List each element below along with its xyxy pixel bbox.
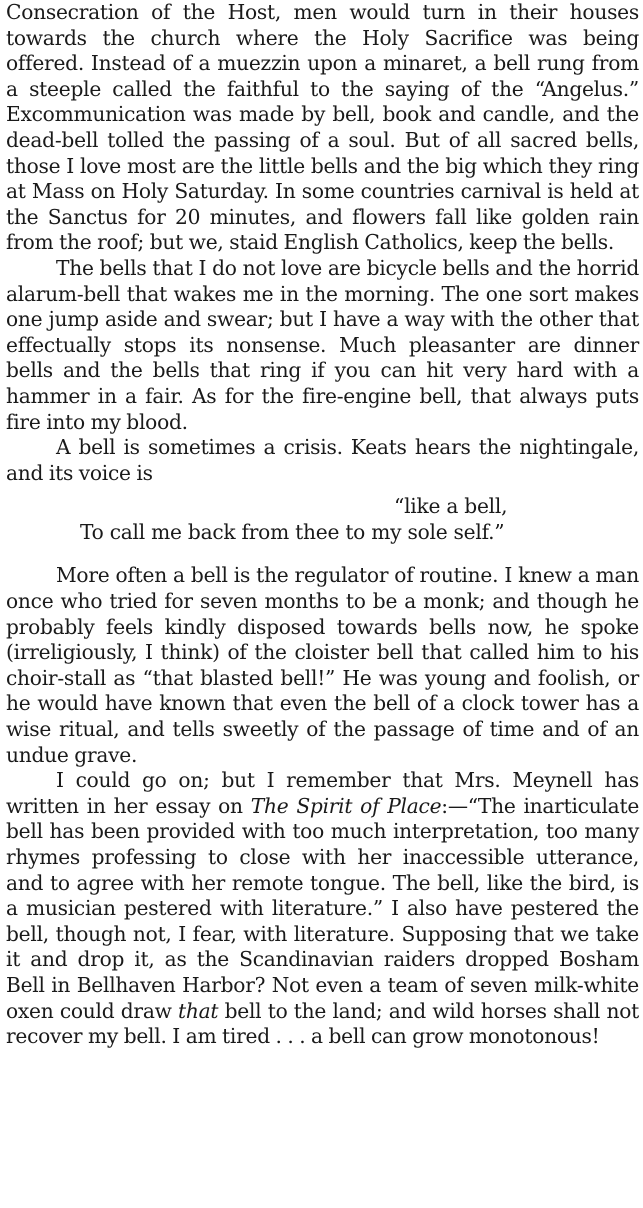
quote-line-2: To call me back from thee to my sole self.” — [80, 519, 505, 544]
meynell-text-end: bell to the land; and wild horses shall not recover my bell. I am tired . . . a bell can grow monotonous! — [6, 998, 639, 1049]
quote-line-1: “like a bell, — [394, 494, 508, 519]
paragraph-bells-not-loved: The bells that I do not love are bicycle bells and the horrid alarum-bell that wakes me in the morning. The one sort makes one jump aside and swear; but I have a way with the other that effectually stops its nonsense. Much pleasanter are dinner bells and the bells that ring if you can hit very hard with a hammer in a fair. As for the fire-engine bell, that always puts fire into my blood. — [6, 255, 639, 434]
paragraph-bell-crisis: A bell is sometimes a crisis. Keats hears the nightingale, and its voice is — [6, 435, 639, 485]
keats-quote — [6, 494, 639, 545]
meynell-text-middle: :—“The inarticulate bell has been provided with too much interpretation, too many rhymes professing to close with her inaccessible utterance, and to agree with her remote tongue. The bell, like the bird, is a musician pestered with literature.” I also have pestered the bell, though not, I fear, with literature. Supposing that we take it and drop it, as the Scandinavian raiders dropped Bosham Bell in Bellhaven Harbor? Not even a team of seven milk-white oxen could draw — [6, 793, 640, 1023]
paragraph-regulator-of-routine: More often a bell is the regulator of routine. I knew a man once who tried for seven months to be a monk; and though he probably feels kindly disposed towards bells now, he spoke (irreligiously, I think) of the cloister bell that called him to his choir-stall as “that blasted bell!” He was young and foolish, or he would have known that even the bell of a clock tower has a wise ritual, and tells sweetly of the passage of time and of an undue grave. — [6, 563, 639, 767]
paragraph-meynell — [6, 768, 639, 1050]
emphasis-that: that — [177, 998, 219, 1023]
meynell-text-before: I could go on; but I remember that Mrs. Meynell has written in her essay on — [6, 768, 639, 818]
paragraph-consecration: Consecration of the Host, men would turn in their houses towards the church where the Holy Sacrifice was being offered. Instead of a muezzin upon a minaret, a bell rung from a steeple called the faithful to the saying of the “Angelus.” Excommunication was made by bell, book and candle, and the dead-bell tolled the passing of a soul. But of all sacred bells, those I love most are the little bells and the big which they ring at Mass on Holy Saturday. In some countries carnival is held at the Sanctus for 20 minutes, and flowers fall like golden rain from the roof; but we, staid English Catholics, keep the bells. — [6, 0, 639, 255]
essay-title: The Spirit of Place — [250, 793, 442, 818]
